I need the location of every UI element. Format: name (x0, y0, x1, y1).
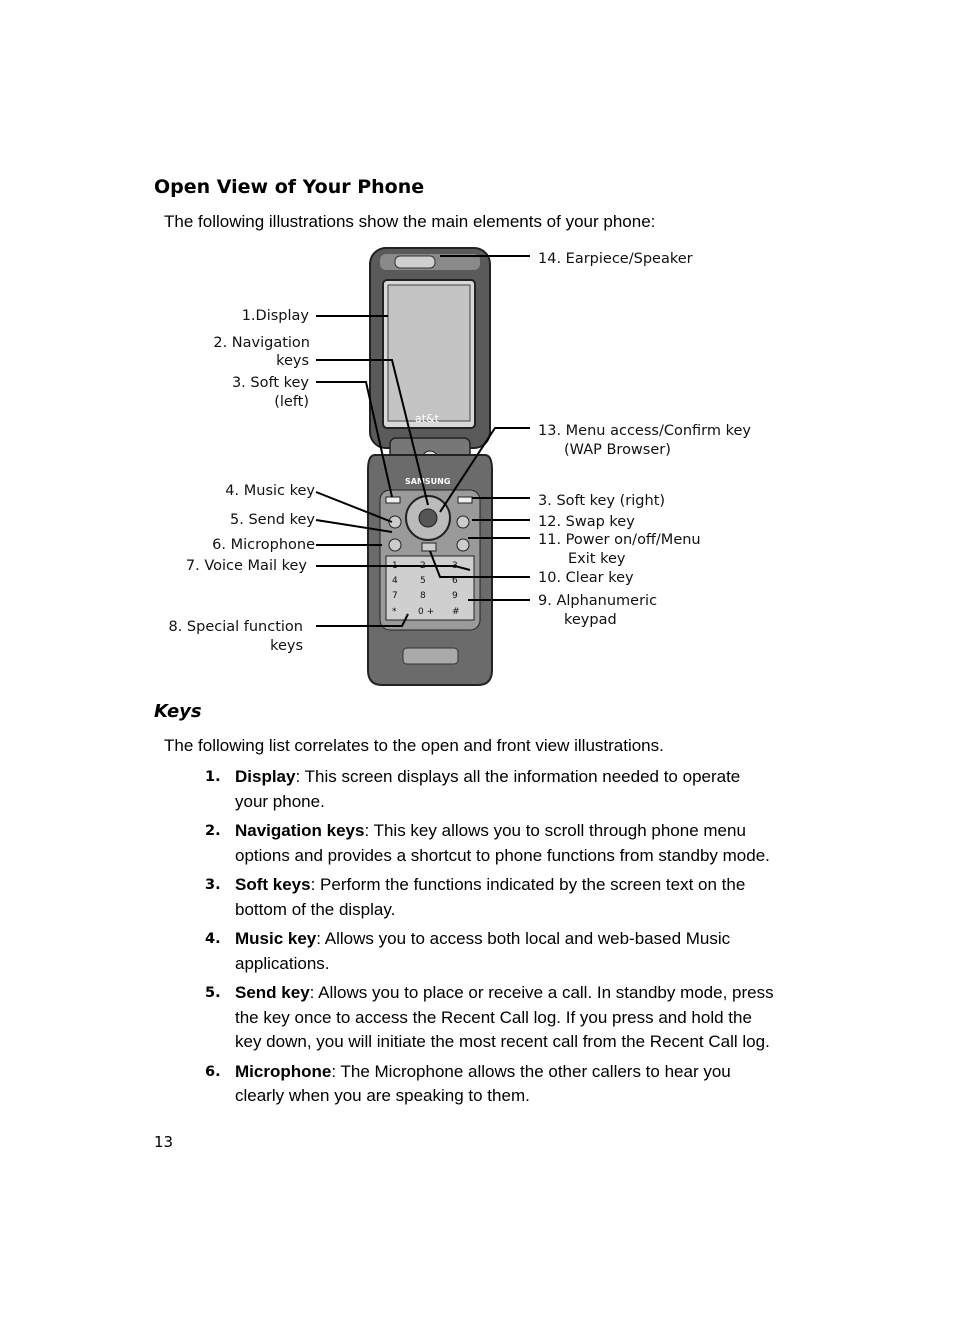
key-8: 8 (420, 591, 426, 601)
item-term: Display (235, 767, 296, 786)
confirm-key (419, 509, 437, 527)
page-number: 13 (154, 1133, 174, 1151)
callout-menu-access-2: (WAP Browser) (564, 442, 671, 458)
key-7: 7 (392, 591, 398, 601)
key-4: 4 (392, 576, 398, 586)
clear-key (422, 543, 436, 551)
callout-navigation: 2. Navigation (213, 335, 310, 351)
callout-power-key-2: Exit key (568, 551, 626, 567)
carrier-logo: at&t (415, 412, 439, 425)
key-1: 1 (392, 561, 398, 571)
callout-earpiece: 14. Earpiece/Speaker (538, 251, 693, 267)
send-key (389, 539, 401, 551)
key-3: 3 (452, 561, 458, 571)
brand-logo: SAMSUNG (405, 477, 451, 486)
item-description: : Allows you to place or receive a call. In standby mode, press the key once to access the Recent Call log. If you press and hold the key down, you will initiate the most recent call from the Recent Call log. (235, 983, 774, 1051)
callout-keypad-2: keypad (564, 612, 617, 628)
item-number: 5. (205, 985, 221, 1001)
callout-special-function-2: keys (270, 638, 303, 654)
key-0: 0 + (418, 607, 435, 617)
callout-swap-key: 12. Swap key (538, 514, 635, 530)
item-number: 4. (205, 931, 221, 947)
key-star: * (392, 607, 397, 617)
left-soft-key (386, 497, 400, 503)
callout-display: 1.Display (241, 308, 309, 324)
key-9: 9 (452, 591, 458, 601)
item-number: 6. (205, 1063, 221, 1080)
item-description: : This screen displays all the information needed to operate your phone. (235, 767, 741, 811)
item-term: Navigation keys (235, 821, 365, 840)
callout-send-key: 5. Send key (230, 512, 315, 528)
speaker-grille (403, 648, 458, 664)
item-description: : Perform the functions indicated by the screen text on the bottom of the display. (235, 875, 746, 919)
callout-menu-access: 13. Menu access/Confirm key (538, 423, 751, 439)
callout-soft-key-right: 3. Soft key (right) (538, 493, 666, 509)
list-item (205, 819, 775, 868)
item-term: Music key (235, 929, 317, 948)
list-item (205, 927, 775, 976)
callout-microphone: 6. Microphone (212, 537, 315, 553)
key-5: 5 (420, 576, 426, 586)
display-screen (388, 285, 470, 421)
key-hash: # (452, 607, 460, 617)
list-item (205, 981, 775, 1055)
callout-voice-mail: 7. Voice Mail key (185, 558, 307, 574)
item-term: Soft keys (235, 875, 311, 894)
right-soft-key (458, 497, 472, 503)
list-item (205, 765, 775, 814)
keys-heading: Keys (154, 701, 202, 722)
swap-key (457, 516, 469, 528)
section-heading: Open View of Your Phone (154, 176, 425, 198)
keys-intro-text: The following list correlates to the open and front view illustrations. (164, 736, 664, 755)
callout-soft-key-left: 3. Soft key (231, 375, 309, 391)
phone-illustration (0, 240, 954, 690)
earpiece-grille (395, 256, 435, 268)
item-number: 2. (205, 823, 221, 839)
keys-list (205, 765, 775, 1114)
list-item (205, 873, 775, 922)
intro-text: The following illustrations show the main elements of your phone: (164, 212, 656, 231)
item-term: Microphone (235, 1061, 332, 1081)
callout-soft-key-left-2: (left) (274, 394, 309, 410)
phone-base (368, 455, 492, 685)
callout-music-key: 4. Music key (225, 483, 315, 499)
item-term: Send key (235, 983, 310, 1002)
item-description: : This key allows you to scroll through phone menu options and provides a shortcut to phone functions from standby mode. (235, 821, 770, 865)
phone-flip-cover (370, 248, 490, 448)
callout-keypad: 9. Alphanumeric (538, 593, 658, 609)
item-number: 3. (205, 877, 221, 893)
callout-navigation-2: keys (276, 353, 309, 369)
list-item (205, 1060, 775, 1109)
callout-power-key: 11. Power on/off/Menu (538, 532, 701, 548)
callout-clear-key: 10. Clear key (538, 570, 634, 586)
item-number: 1. (205, 769, 221, 785)
key-2: 2 (420, 561, 426, 571)
key-6: 6 (452, 576, 458, 586)
callout-special-function: 8. Special function (168, 619, 303, 635)
item-description: : Allows you to access both local and web-based Music applications. (235, 929, 731, 973)
power-key (457, 539, 469, 551)
item-description: : The Microphone allows the other callers to hear you clearly when you are speaking to them. (235, 1061, 731, 1105)
